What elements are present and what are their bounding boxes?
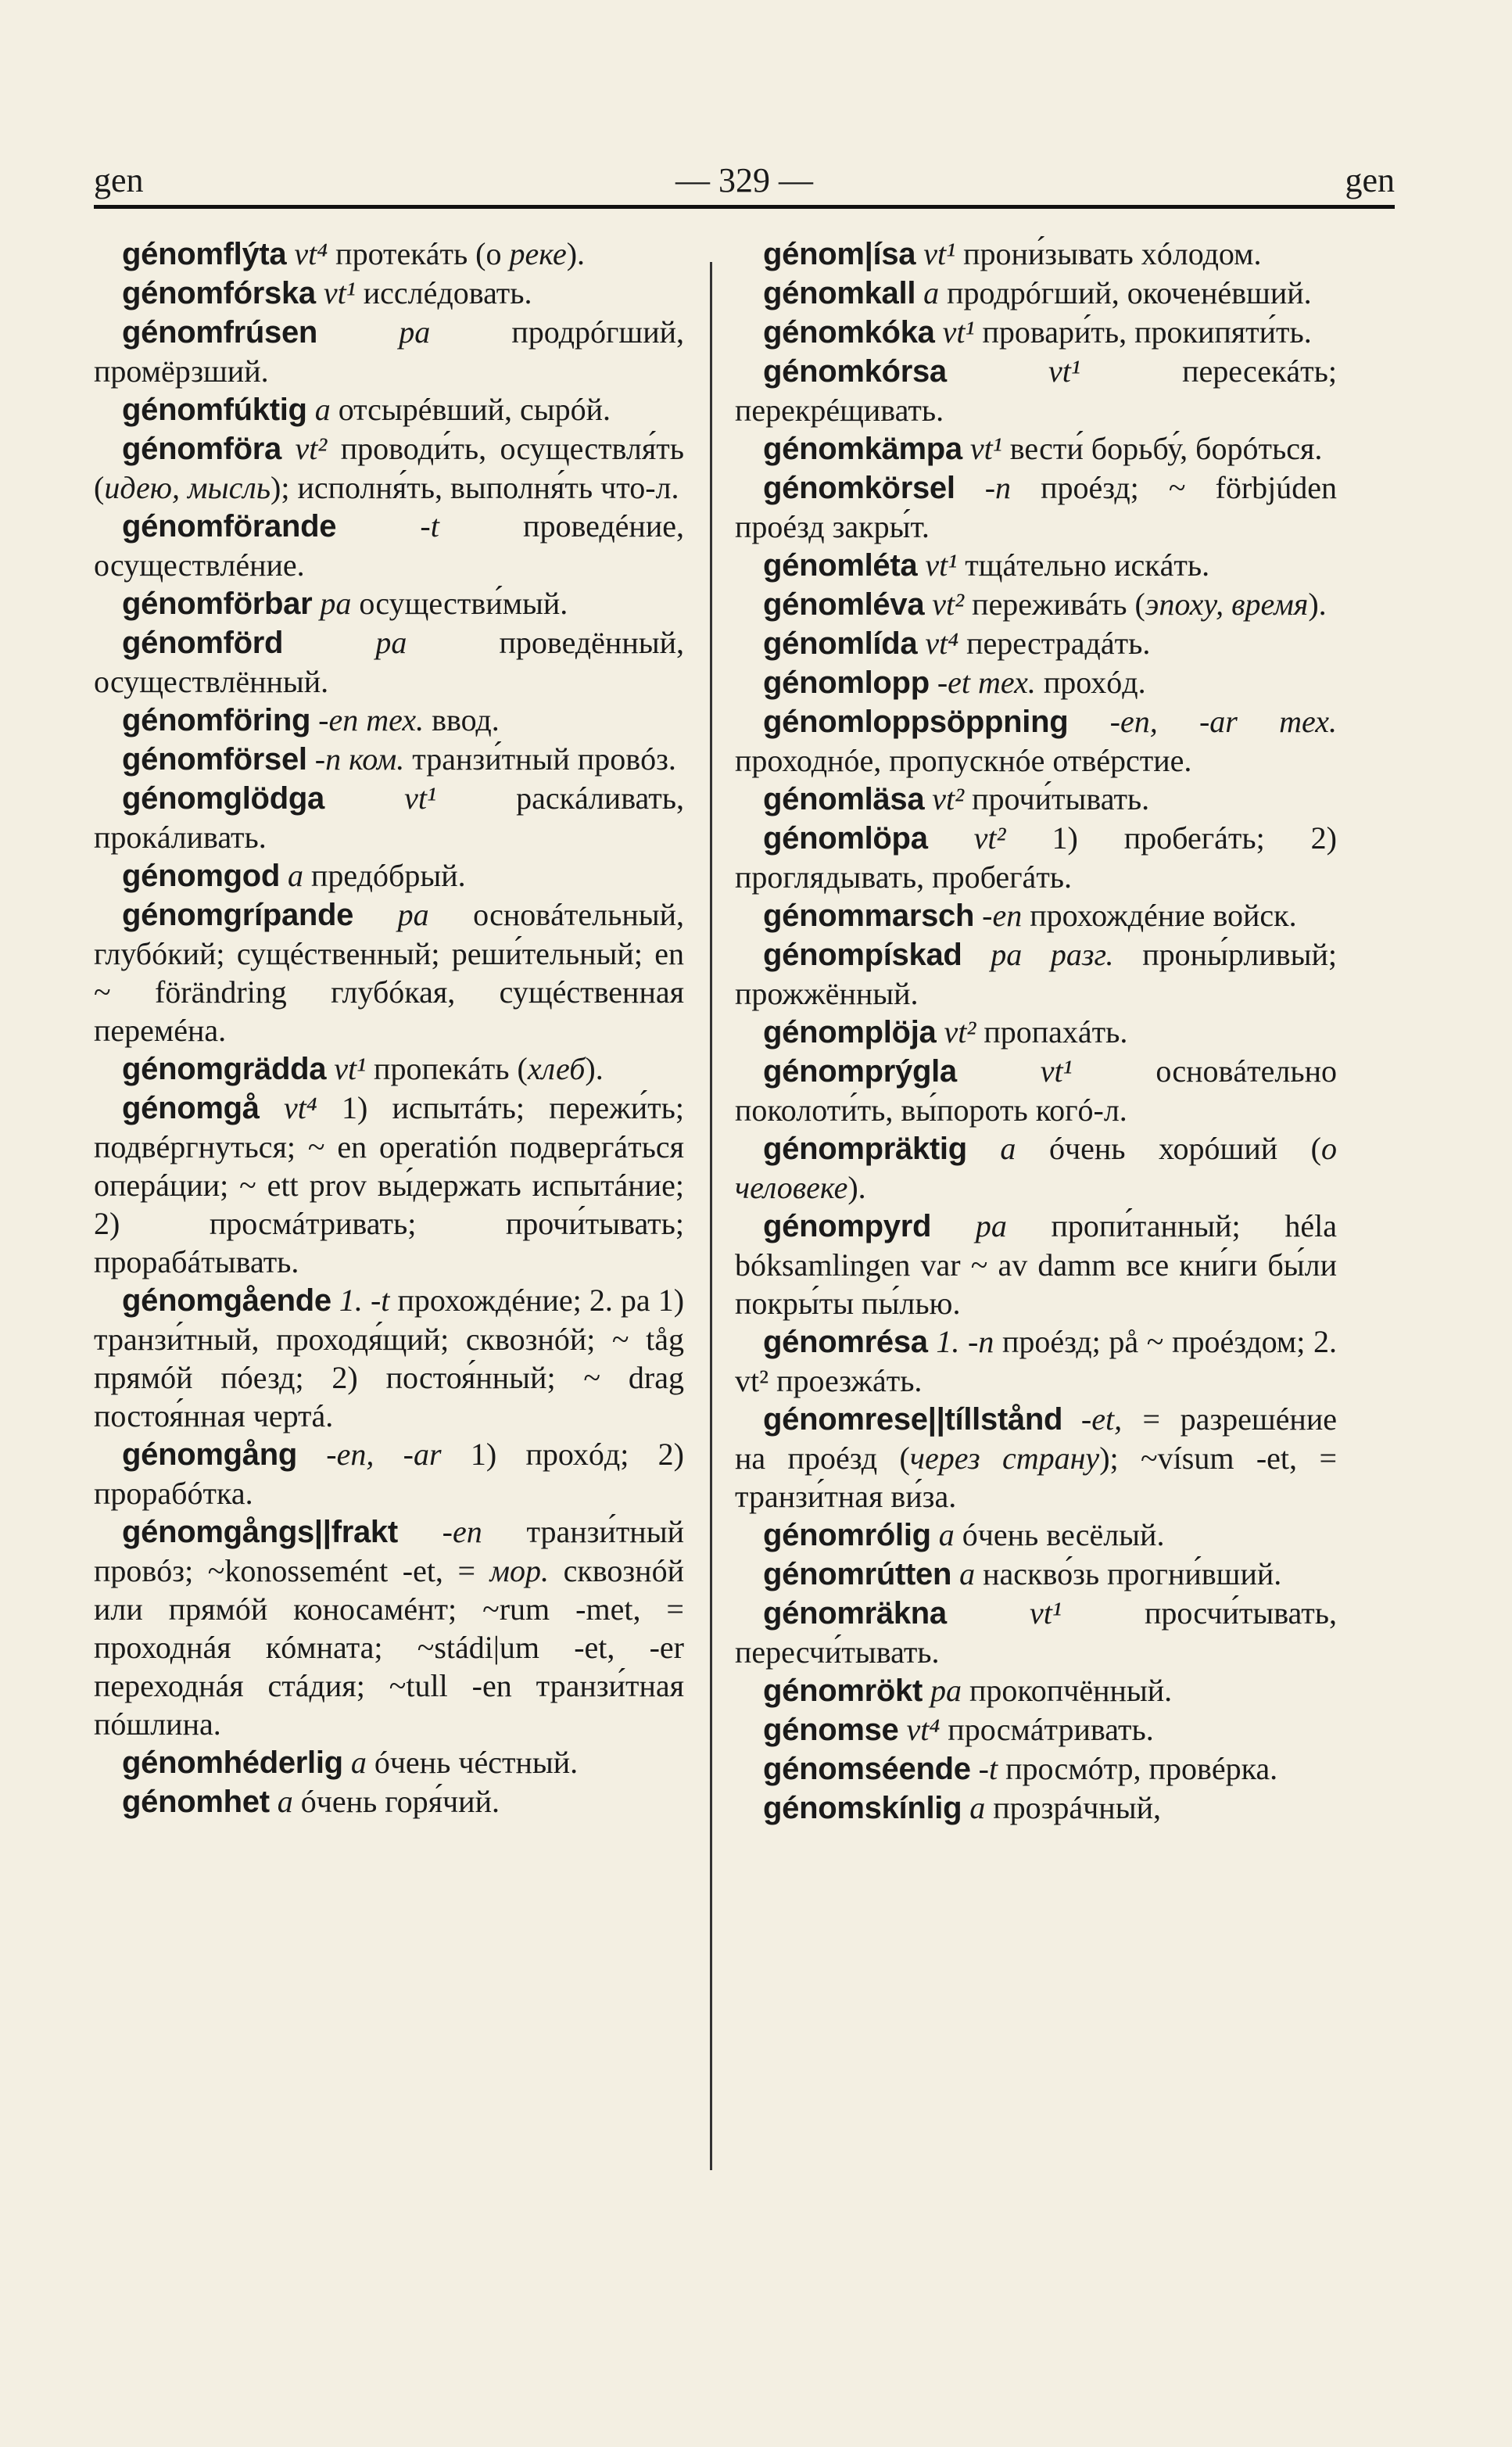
headword: génomfúktig	[122, 393, 307, 427]
headword: génomgrädda	[122, 1052, 327, 1086]
grammar-label: -n	[984, 470, 1012, 505]
grammar-label: 1. -n	[936, 1324, 994, 1359]
grammar-label: -et	[937, 665, 971, 700]
dictionary-entry	[94, 1281, 684, 1435]
dictionary-entry	[735, 896, 1337, 935]
headword: génomräkna	[763, 1596, 947, 1631]
definition-text: предóбрый.	[303, 858, 466, 893]
definition-text: перестрадáть.	[958, 626, 1151, 661]
definition-text: протекáть (о	[328, 236, 510, 271]
dictionary-entry	[94, 623, 684, 701]
grammar-label: -t	[420, 508, 439, 544]
grammar-label: vt¹	[1048, 353, 1080, 389]
dictionary-entry	[735, 585, 1337, 624]
headword: génomfórska	[122, 276, 316, 310]
definition-text: óчень хорóший (	[1016, 1131, 1321, 1166]
grammar-label: vt¹	[925, 547, 958, 583]
grammar-label: -en	[442, 1514, 482, 1549]
headword: génomflýta	[122, 237, 287, 271]
definition-tail: ); исполня́ть, выполня́ть что-л.	[271, 470, 679, 505]
headword: génomgång	[122, 1437, 297, 1472]
definition-tail: прохóд.	[1035, 665, 1146, 700]
dictionary-entry	[735, 780, 1337, 819]
dictionary-entry	[735, 1129, 1337, 1207]
grammar-label: pa	[399, 314, 431, 350]
dictionary-entry	[94, 1743, 684, 1782]
headword: génomloppsöppning	[763, 705, 1069, 739]
dictionary-entry	[94, 390, 684, 429]
dictionary-entry	[735, 1710, 1337, 1749]
headword: génomhet	[122, 1785, 270, 1819]
definition-text: пропахáть.	[976, 1014, 1128, 1049]
definition-text	[970, 665, 978, 700]
definition-text	[1022, 937, 1051, 972]
grammar-label: vt²	[973, 820, 1006, 856]
grammar-label: a	[1000, 1131, 1016, 1166]
italic-gloss: эпоху, время	[1145, 587, 1309, 622]
headword: génomgångs||frakt	[122, 1515, 398, 1549]
definition-text	[1238, 704, 1279, 739]
left-guide-word: gen	[94, 161, 144, 199]
grammar-label: vt²	[295, 431, 328, 466]
grammar-label: a	[350, 1745, 367, 1780]
dictionary-entry	[94, 701, 684, 740]
dictionary-entry	[94, 429, 684, 507]
definition-text: отсырéвший, сырóй.	[330, 392, 611, 427]
grammar-label: a	[923, 275, 940, 310]
dictionary-entry	[735, 313, 1337, 352]
definition-text: разрешéние на проéзд (	[735, 1401, 1337, 1476]
grammar-label: pa	[975, 1208, 1007, 1243]
dictionary-entry	[94, 856, 684, 895]
definition-text: проéзд; på ~ проéздом; 2. vt² проезжáть.	[735, 1324, 1337, 1398]
definition-tail: ).	[566, 236, 586, 271]
dictionary-entry	[735, 1207, 1337, 1322]
grammar-label: vt¹	[323, 275, 356, 310]
dictionary-entry	[735, 1516, 1337, 1555]
dictionary-entry	[735, 1671, 1337, 1710]
definition-text: переживáть (	[964, 587, 1145, 622]
headword: génomlída	[763, 626, 918, 661]
grammar-label: vt¹	[923, 236, 956, 271]
headword: génomförbar	[122, 587, 313, 621]
dictionary-entry	[735, 1052, 1337, 1129]
grammar-label: pa	[397, 897, 429, 932]
definition-text: óчень весёлый.	[954, 1517, 1165, 1552]
grammar-label: a	[288, 858, 304, 893]
headword: génompyrd	[763, 1209, 932, 1243]
grammar-label: vt⁴	[906, 1712, 941, 1747]
definition-text: просмóтр, провéрка.	[998, 1751, 1278, 1786]
header-rule	[94, 205, 1395, 209]
definition-text: 1) испытáть; пережи́ть; подвéргнуться; ~ en operatión подвергáться оперáции; ~ ett prov вы́держать испытáние; 2) просмáтривать; прочи́тывать; прорабáтывать.	[94, 1090, 685, 1279]
headword: génomprýgla	[763, 1054, 957, 1089]
grammar-label: vt¹	[1029, 1595, 1062, 1631]
italic-gloss: о человеке	[735, 1131, 1337, 1205]
headword: génomkóka	[763, 315, 935, 350]
definition-tail: транзи́тный провóз.	[404, 741, 676, 777]
definition-text: провари́ть, прокипяти́ть.	[974, 314, 1312, 350]
definition-text: основáтельный, глубóкий; сущéственный; реши́тельный; en ~ förändring глубóкая, сущéственная перемéна.	[94, 897, 685, 1048]
grammar-label: vt²	[932, 781, 965, 816]
grammar-label: -en	[318, 702, 359, 737]
dictionary-entry	[94, 1089, 684, 1281]
right-column	[735, 235, 1337, 1828]
headword: génomförande	[122, 509, 337, 544]
dictionary-entry	[94, 1512, 684, 1743]
column-divider	[710, 262, 712, 2170]
definition-text	[358, 702, 366, 737]
grammar-label: vt¹	[404, 780, 436, 816]
grammar-label: vt¹	[334, 1051, 367, 1086]
grammar-label: a	[959, 1556, 976, 1591]
headword: génomléta	[763, 548, 918, 583]
dictionary-entry	[735, 274, 1337, 313]
italic-gloss: идею, мысль	[104, 470, 271, 505]
definition-tail: ввод.	[424, 702, 500, 737]
definition-tail: проходнóе, пропускнóе отвéрстие.	[735, 743, 1192, 778]
dictionary-entry	[94, 1049, 684, 1089]
dictionary-entry	[94, 1782, 684, 1821]
dictionary-entry	[735, 1555, 1337, 1594]
grammar-label: -en	[982, 898, 1023, 933]
headword: génomrese||tíllstånd	[763, 1402, 1063, 1437]
dictionary-entry	[735, 935, 1337, 1013]
headword: génom|ísa	[763, 237, 916, 271]
dictionary-entry	[94, 895, 684, 1049]
dictionary-entry	[735, 1594, 1337, 1671]
definition-tail: проны́рливый; прожжённый.	[735, 937, 1338, 1011]
grammar-label: vt⁴	[925, 626, 959, 661]
dictionary-entry	[735, 663, 1337, 702]
definition-text: пропи́танный; héla bóksamlingen var ~ av damm все кни́ги бы́ли покры́ты пы́лью.	[735, 1208, 1337, 1321]
headword: génomkall	[763, 276, 916, 310]
definition-text: проведéние, осуществлéние.	[94, 508, 684, 583]
left-column	[94, 235, 684, 1821]
definition-text	[341, 741, 349, 777]
dictionary-entry	[94, 313, 684, 390]
italic-gloss: мор.	[489, 1553, 550, 1588]
grammar-label: a	[277, 1784, 293, 1819]
definition-tail: ); ~vísum -et, = транзи́тная ви́за.	[735, 1441, 1337, 1514]
headword: génomgående	[122, 1283, 331, 1318]
dictionary-entry	[94, 1435, 684, 1512]
definition-text: раскáливать, прокáливать.	[94, 780, 684, 855]
dictionary-entry	[735, 702, 1337, 780]
italic-gloss: тех.	[1279, 704, 1338, 739]
grammar-label: vt¹	[942, 314, 975, 350]
headword: génomhéderlig	[122, 1746, 343, 1780]
definition-text: продрóгший, промёрзший.	[94, 314, 684, 389]
grammar-label: -et, =	[1080, 1401, 1162, 1437]
headword: génomlöpa	[763, 821, 928, 856]
dictionary-entry	[735, 1322, 1337, 1400]
definition-text: прохождéние; 2. pa 1) транзи́тный, проходя́щий; сквознóй; ~ tåg прямóй пóезд; 2) постоя́нный; ~ drag постоя́нная чертá.	[94, 1283, 685, 1433]
italic-gloss: тех.	[366, 702, 425, 737]
grammar-label: pa	[991, 937, 1023, 972]
grammar-label: 1. -t	[339, 1283, 390, 1318]
dictionary-entry	[735, 352, 1337, 429]
grammar-label: a	[314, 392, 331, 427]
definition-text: óчень горя́чий.	[292, 1784, 500, 1819]
dictionary-entry	[735, 546, 1337, 585]
headword: génomförd	[122, 626, 284, 660]
definition-text: прозрáчный,	[985, 1790, 1161, 1825]
dictionary-entry	[735, 624, 1337, 663]
headword: génomrökt	[763, 1674, 923, 1708]
right-guide-word: gen	[1345, 161, 1395, 199]
headword: génomglödga	[122, 781, 324, 816]
headword: génomskínlig	[763, 1791, 962, 1825]
italic-gloss: ком.	[349, 741, 405, 777]
headword: génomläsa	[763, 782, 925, 816]
grammar-label: a	[938, 1517, 955, 1552]
definition-text: пропекáть (	[366, 1051, 528, 1086]
definition-text: прочи́тывать.	[964, 781, 1150, 816]
definition-text: пересекáть; перекрéщивать.	[735, 353, 1337, 428]
headword: génomkörsel	[763, 471, 955, 505]
headword: génomplöja	[763, 1015, 937, 1049]
headword: génomséende	[763, 1752, 971, 1786]
definition-text: продрóгший, окоченéвший.	[939, 275, 1312, 310]
grammar-label: pa	[930, 1673, 962, 1708]
grammar-label: vt¹	[1040, 1053, 1073, 1089]
definition-text: вести́ борьбу́, борóться.	[1001, 431, 1323, 466]
headword: génomrólig	[763, 1518, 931, 1552]
headword: génomgod	[122, 859, 281, 893]
running-header	[94, 160, 1395, 207]
definition-tail: сквознóй или прямóй коносамéнт; ~rum -met, = проходнáя кóмната; ~stádi|um -et, -er переходнáя стáдия; ~tull -en транзи́тная пóшлина.	[94, 1553, 684, 1742]
headword: génomléva	[763, 587, 925, 622]
italic-gloss: хлеб	[527, 1051, 586, 1086]
italic-gloss: через страну	[909, 1441, 1100, 1476]
definition-text: просмáтривать.	[940, 1712, 1154, 1747]
definition-text: транзи́тный провóз; ~konossemént -et, =	[94, 1514, 684, 1588]
definition-text: прохождéние войск.	[1022, 898, 1297, 933]
headword: génomgrípande	[122, 898, 354, 932]
grammar-label: -en, -ar	[326, 1437, 442, 1472]
definition-text: основáтельно поколоти́ть, вы́пороть когó-л.	[735, 1053, 1338, 1128]
definition-text: проведённый, осуществлённый.	[94, 625, 684, 699]
grammar-label: -n	[314, 741, 342, 777]
definition-text: óчень чéстный.	[366, 1745, 579, 1780]
dictionary-entry	[94, 507, 684, 584]
dictionary-entry	[735, 819, 1337, 896]
definition-tail: ).	[1308, 587, 1327, 622]
dictionary-entry	[735, 1400, 1337, 1516]
headword: génompräktig	[763, 1132, 967, 1166]
definition-text: наскво́зь прогни́вший.	[975, 1556, 1282, 1591]
dictionary-entry	[735, 1789, 1337, 1828]
headword: génomföring	[122, 703, 311, 737]
headword: génomgå	[122, 1091, 260, 1125]
dictionary-entry	[735, 235, 1337, 274]
headword: génomkórsa	[763, 354, 947, 389]
dictionary-entry	[94, 274, 684, 313]
italic-gloss: разг.	[1050, 937, 1114, 972]
dictionary-entry	[94, 235, 684, 274]
grammar-label: vt¹	[969, 431, 1002, 466]
headword: génomförsel	[122, 742, 307, 777]
dictionary-entry	[735, 1013, 1337, 1052]
definition-text: проводи́ть, осуществля́ть (	[94, 431, 684, 505]
headword: génomföra	[122, 432, 281, 466]
dictionary-entry	[94, 584, 684, 623]
definition-text: осуществи́мый.	[351, 586, 568, 621]
definition-text: просчи́тывать, пересчи́тывать.	[735, 1595, 1337, 1670]
definition-text: тщáтельно искáть.	[957, 547, 1210, 583]
grammar-label: vt²	[932, 587, 965, 622]
definition-text: проéзд; ~ förbjúden проéзд закры́т.	[735, 470, 1338, 544]
headword: génomrésa	[763, 1325, 928, 1359]
definition-tail: ).	[585, 1051, 604, 1086]
headword: génomse	[763, 1713, 899, 1747]
grammar-label: vt²	[944, 1014, 976, 1049]
headword: génomfrúsen	[122, 315, 318, 350]
grammar-label: pa	[375, 625, 407, 660]
dictionary-entry	[735, 1749, 1337, 1789]
italic-gloss: тех.	[978, 665, 1036, 700]
grammar-label: vt⁴	[283, 1090, 317, 1125]
headword: génomlopp	[763, 666, 930, 700]
definition-tail: ).	[847, 1170, 866, 1205]
grammar-label: -t	[978, 1751, 998, 1786]
definition-text: исслéдовать.	[355, 275, 532, 310]
grammar-label: vt⁴	[294, 236, 328, 271]
definition-text: прокопчённый.	[961, 1673, 1173, 1708]
grammar-label: a	[969, 1790, 986, 1825]
headword: génommarsch	[763, 899, 975, 933]
definition-text: прони́зывать хóлодом.	[955, 236, 1262, 271]
dictionary-entry	[735, 429, 1337, 468]
italic-gloss: реке	[509, 236, 567, 271]
dictionary-entry	[94, 779, 684, 856]
page-number: — 329 —	[675, 161, 813, 199]
dictionary-entry	[94, 740, 684, 779]
headword: génomkämpa	[763, 432, 962, 466]
grammar-label: -en, -ar	[1109, 704, 1238, 739]
definition-text: 1) пробегáть; 2) проглядывать, пробегáть.	[735, 820, 1337, 895]
grammar-label: pa	[320, 586, 352, 621]
definition-text: 1) прохóд; 2) прорабóтка.	[94, 1437, 685, 1511]
dictionary-entry	[735, 468, 1337, 546]
headword: génomrútten	[763, 1557, 952, 1591]
headword: génompískad	[763, 938, 962, 972]
